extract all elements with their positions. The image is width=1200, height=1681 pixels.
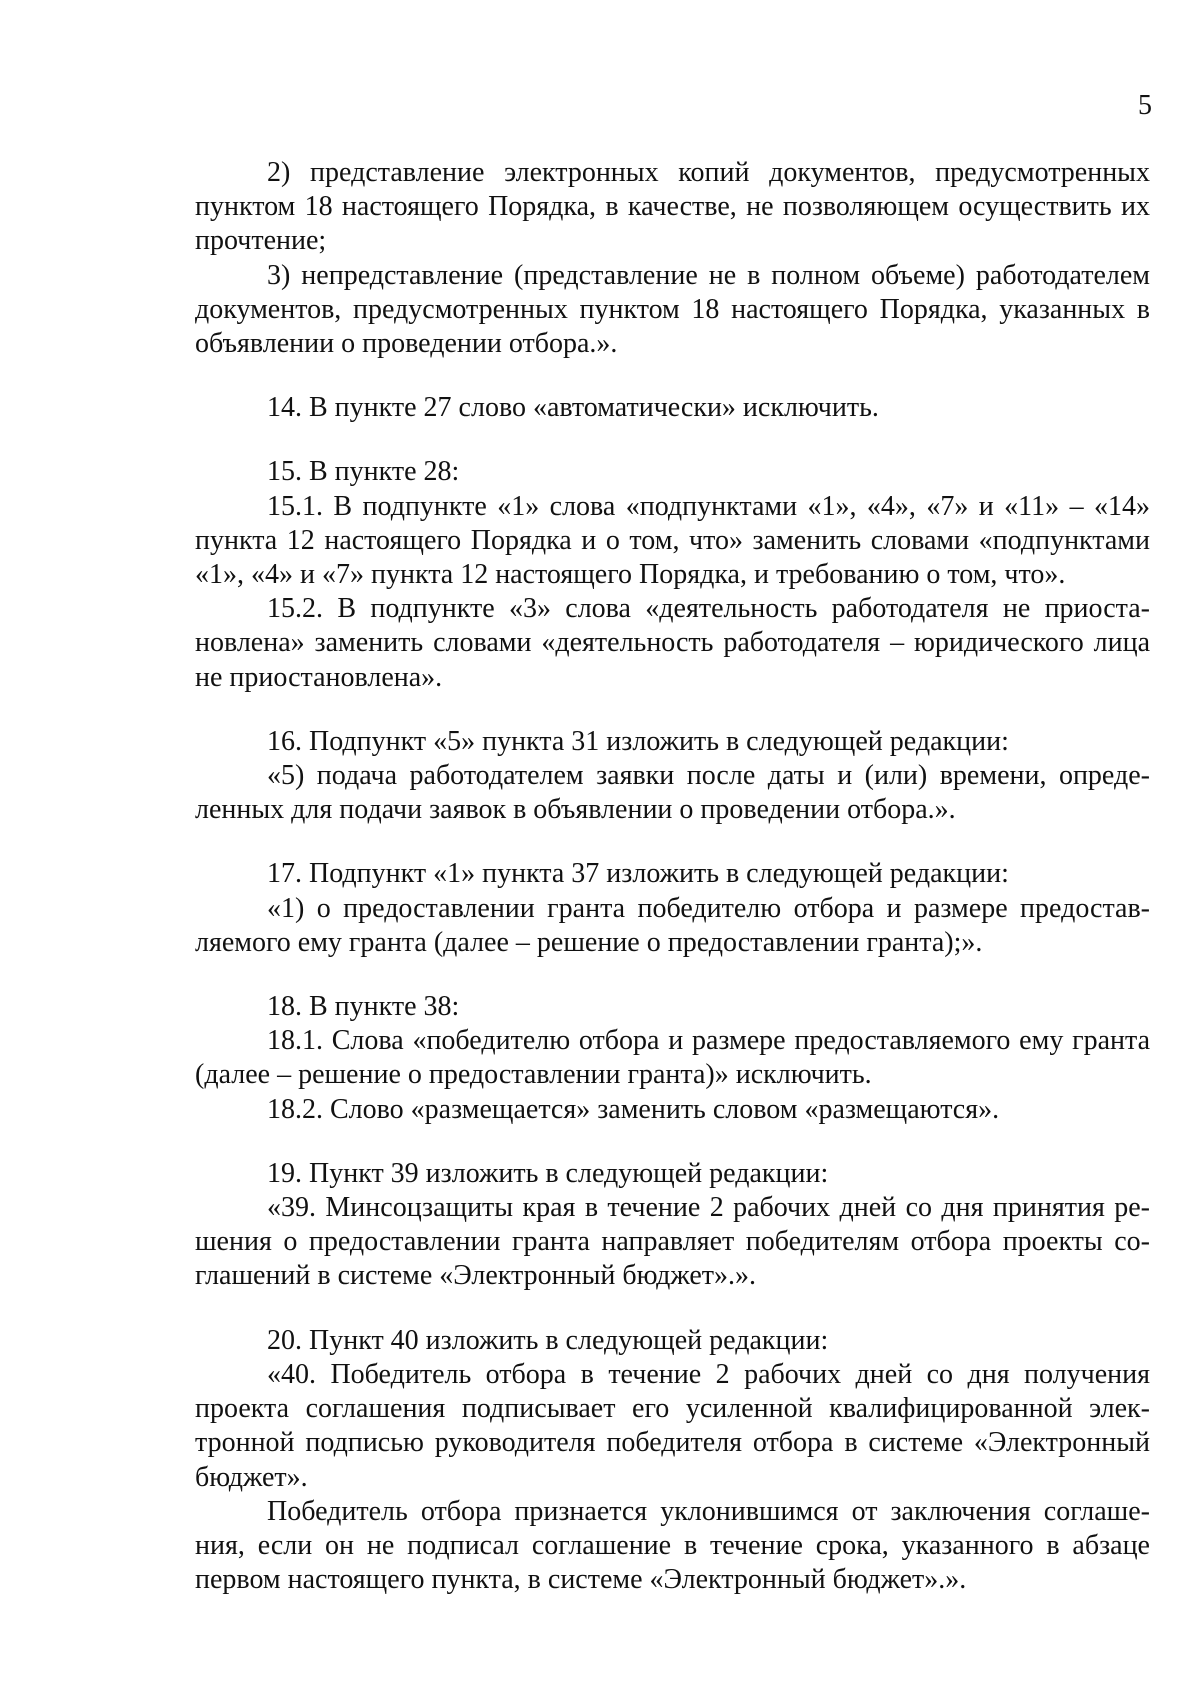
paragraph-point-20-text: «40. Победитель отбора в течение 2 рабочих дней со дня получения проекта соглашения подписывает его усиленной квалифицированной электронной подписью руководителя победителя отбора в системе «Электронный бюджет». [195, 1358, 1150, 1493]
paragraph-item-2: 2) представление электронных копий документов, предусмотренных пунктом 18 настоящего Порядка, в качестве, не позволяющем осуществить их прочтение; [195, 157, 1150, 257]
paragraph-point-19: 19. Пункт 39 изложить в следующей редакции: [267, 1157, 829, 1189]
paragraph-point-15: 15. В пункте 28: [267, 456, 460, 488]
paragraph-point-16: 16. Подпункт «5» пункта 31 изложить в следующей редакции: [267, 725, 1009, 757]
paragraph-point-14: 14. В пункте 27 слово «автоматически» исключить. [267, 392, 879, 424]
paragraph-item-3: 3) непредставление (представление не в полном объеме) работодателем документов, предусмотренных пунктом 18 настоящего Порядка, указанных в объявлении о проведении отбора.». [195, 259, 1150, 360]
paragraph-point-20-text-2: Победитель отбора признается уклонившимся от заключения соглашения, если он не подписал соглашение в течение срока, указанного в абзаце первом настоящего пункта, в системе «Электронный бюджет».». [195, 1495, 1150, 1596]
paragraph-point-18-2: 18.2. Слово «размещается» заменить словом «размещаются». [267, 1093, 1000, 1125]
paragraph-point-18-1: 18.1. Слова «победителю отбора и размере предоставляемого ему гранта (далее – решение о предоставлении гранта)» исключить. [195, 1025, 1150, 1091]
paragraph-point-16-text: «5) подача работодателем заявки после даты и (или) времени, определенных для подачи заявок в объявлении о проведении отбора.». [195, 760, 1150, 826]
paragraph-point-15-1: 15.1. В подпункте «1» слова «подпунктами «1», «4», «7» и «11» – «14» пункта 12 настоящего Порядка и о том, что» заменить словами «подпунктами «1», «4» и «7» пункта 12 настоящего Порядка, и требованию о том, что». [195, 490, 1150, 591]
page-number: 5 [1138, 90, 1152, 121]
paragraph-point-15-2: 15.2. В подпункте «3» слова «деятельность работодателя не приостановлена» заменить словами «деятельность работодателя – юридического лица не приостановлена». [195, 593, 1150, 693]
paragraph-point-17-text: «1) о предоставлении гранта победителю отбора и размере предоставляемого ему гранта (далее – решение о предоставлении гранта);». [195, 892, 1150, 958]
paragraph-point-17: 17. Подпункт «1» пункта 37 изложить в следующей редакции: [267, 858, 1009, 890]
paragraph-point-18: 18. В пункте 38: [267, 991, 460, 1023]
paragraph-point-20: 20. Пункт 40 изложить в следующей редакции: [267, 1324, 829, 1356]
paragraph-point-19-text: «39. Минсоцзащиты края в течение 2 рабочих дней со дня принятия решения о предоставлении гранта направляет победителям отбора проекты соглашений в системе «Электронный бюджет».». [195, 1192, 1150, 1292]
document-body [195, 156, 1150, 1597]
